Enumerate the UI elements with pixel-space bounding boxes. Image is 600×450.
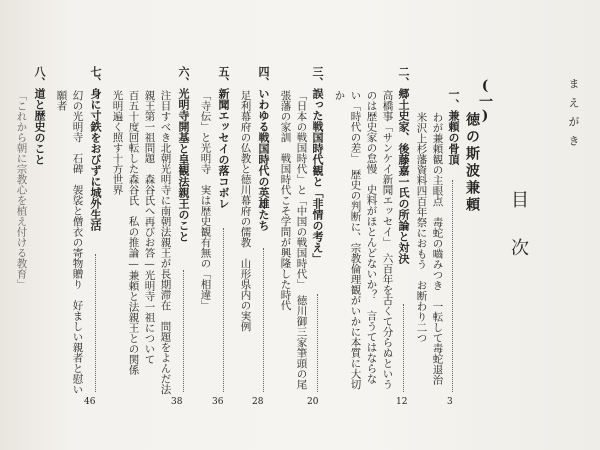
section-1-page: 3 — [447, 397, 453, 407]
section-2-leader — [403, 304, 404, 392]
section-7-sub-2: 願者 — [55, 90, 68, 111]
preface-heading[interactable]: まえがき — [567, 78, 580, 154]
section-4-page: 28 — [252, 397, 264, 407]
section-6-sub-4: 光明遍く照す十方世界 — [111, 90, 124, 195]
section-2-sub-1: 高橋事「サンケイ新聞エッセイ」 六百年を古くて分らぬという — [381, 90, 394, 390]
section-2-page: 12 — [396, 397, 408, 407]
section-2-sub-3: い「時代の差」 歴史の判断に、宗教倫理観がいかに本質に大切 — [349, 90, 362, 390]
section-6-title[interactable]: 六、光明寺開基と皇観法親王のこと — [177, 66, 190, 242]
chapter-number: (一) — [477, 78, 493, 124]
section-1-sub-1: わが兼頼観の主眼点 毒蛇の嚙みつき 一転して毒蛇退治 — [431, 112, 444, 385]
section-5-leader — [223, 228, 224, 392]
section-1-title[interactable]: 一、兼頼の骨頂 — [447, 88, 460, 165]
section-4-leader — [263, 248, 264, 392]
chapter-title: 徳の斯波兼頼 — [464, 112, 480, 214]
section-3-sub-1: 「日本の戦国時代」と「中国の戦国時代」 徳川御三家筆頭の尾 — [295, 90, 308, 390]
section-7-page: 46 — [84, 397, 96, 407]
section-1-sub-2: 米沢上杉藩資料四百年祭におもう お断わり二つ — [415, 112, 428, 343]
section-5-sub-1: 「寺伝」と光明寺 実は歴史観有無の「相違」 — [199, 90, 212, 311]
section-4-title[interactable]: 四、いわゆる戦国時代の英雄たち — [257, 66, 270, 231]
section-5-page: 36 — [212, 397, 224, 407]
section-2-sub-4: か — [333, 90, 346, 101]
section-3-sub-2: 張藩の家訓 戦国時代こそ学問が興隆した時代 — [279, 90, 292, 311]
section-3-title[interactable]: 三、誤った戦国時代観と「非情の考え」 — [311, 66, 324, 264]
section-6-page: 38 — [171, 397, 183, 407]
section-8-title[interactable]: 八、道と歴史のこと — [33, 66, 46, 165]
section-2-title[interactable]: 二、郷土史家、後藤嘉一氏の所論と対決 — [397, 66, 410, 264]
section-7-title[interactable]: 七、身に寸鉄をおびずに城外生活 — [89, 66, 102, 231]
section-6-sub-1: 注目すべき北朝光明寺に南朝法親王が長期滞在 問題をよんだ法 — [159, 90, 172, 395]
section-3-page: 20 — [307, 397, 319, 407]
section-4-sub-1: 足利幕府の仏教と徳川幕府の儒教 山形県内の実例 — [239, 90, 252, 332]
section-8-sub-1: 「これから朝に宗教心を植え付ける教育」 — [15, 90, 28, 290]
section-6-sub-2: 親王第一祖問題 森谷氏へ再びお答—光明寺一祖について — [143, 90, 156, 365]
contents-title: 目次 — [508, 190, 529, 286]
section-5-title[interactable]: 五、新聞エッセイの落コボレ — [217, 66, 230, 209]
section-6-sub-3: 百五十度回転した森谷氏 私の推論—兼頼と法親王との関係 — [127, 90, 140, 375]
section-7-leader — [95, 254, 96, 392]
section-1-leader — [452, 180, 453, 392]
section-3-leader — [317, 294, 318, 392]
section-7-sub-1: 幻の光明寺 石碑 袈裟と僧衣の寄物贈り 好ましい親者と慰い — [71, 90, 84, 395]
section-6-leader — [183, 270, 184, 392]
section-2-sub-2: のは歴史家の怠慢 史料がほとんどないか？ 言うてはならな — [365, 90, 378, 384]
